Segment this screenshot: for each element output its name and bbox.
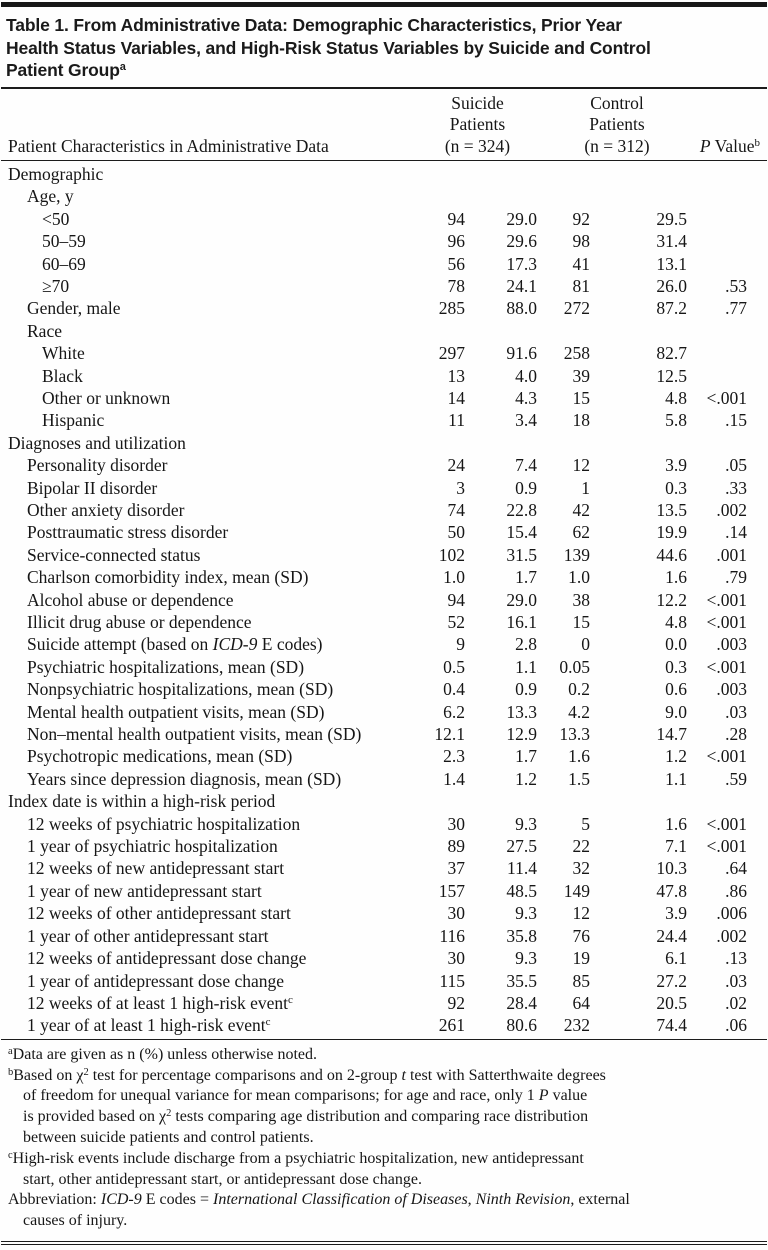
cell-suicide-pct: 4.3	[515, 387, 537, 408]
cell-suicide-n: 96	[447, 231, 465, 252]
cell-suicide-pct	[465, 320, 537, 342]
cell-p-value: .64	[725, 858, 747, 879]
table-row	[8, 208, 747, 230]
cell-suicide-pct	[465, 163, 537, 185]
cell-control-n: 5	[581, 813, 590, 834]
cell-control-pct: 19.9	[656, 522, 687, 543]
row-label: Suicide attempt (based on ICD-9 E codes)	[27, 634, 323, 655]
cell-suicide-pct: 1.2	[515, 768, 537, 789]
table-row	[8, 857, 747, 879]
cell-p-value: .59	[725, 768, 747, 789]
table-row	[8, 656, 747, 678]
cell-suicide-n: 94	[447, 208, 465, 229]
row-label: Psychotropic medications, mean (SD)	[27, 746, 293, 767]
cell-control-pct: 0.6	[665, 679, 687, 700]
cell-suicide-pct: 4.0	[515, 365, 537, 386]
cell-p-value: <.001	[706, 612, 747, 633]
cell-control-pct: 74.4	[656, 1015, 687, 1036]
row-label: 12 weeks of at least 1 high-risk event$^c$	[27, 992, 293, 1013]
cell-p-value: <.001	[706, 589, 747, 610]
cell-p-value	[687, 163, 747, 185]
table-row	[8, 701, 747, 723]
cell-suicide-pct: 27.5	[506, 836, 537, 857]
cell-control-pct	[590, 432, 687, 454]
cell-p-value	[687, 253, 747, 275]
cell-suicide-pct: 12.9	[506, 724, 537, 745]
table-row	[8, 499, 747, 521]
cell-control-pct	[590, 790, 687, 812]
row-footnote-marker: c	[287, 993, 293, 1006]
cell-suicide-n: 24	[447, 455, 465, 476]
cell-control-n: 0.05	[559, 656, 590, 677]
cell-suicide-n: 78	[447, 275, 465, 296]
row-label: Bipolar II disorder	[27, 477, 158, 498]
cell-control-pct: 29.5	[656, 208, 687, 229]
row-label: Alcohol abuse or dependence	[27, 589, 234, 610]
cell-suicide-n	[408, 790, 465, 812]
cell-control-n: 98	[572, 231, 590, 252]
cell-p-value: .03	[725, 970, 747, 991]
cell-p-value: .03	[725, 701, 747, 722]
cell-suicide-pct: 35.8	[506, 925, 537, 946]
cell-suicide-n: 56	[447, 253, 465, 274]
row-label: Other anxiety disorder	[27, 499, 185, 520]
cell-suicide-pct: 16.1	[506, 612, 537, 633]
table-row	[8, 544, 747, 566]
cell-suicide-pct: 29.6	[506, 231, 537, 252]
table-row	[8, 230, 747, 252]
section-header-row	[8, 790, 747, 812]
cell-control-pct: 0.3	[665, 656, 687, 677]
row-label: Demographic	[8, 163, 104, 184]
table-row	[8, 409, 747, 431]
cell-control-n	[537, 185, 590, 207]
row-label: Mental health outpatient visits, mean (SD)	[27, 701, 325, 722]
table-row	[8, 902, 747, 924]
cell-p-value	[687, 342, 747, 364]
cell-control-n: 81	[572, 275, 590, 296]
cell-suicide-pct	[465, 790, 537, 812]
row-label: Posttraumatic stress disorder	[27, 522, 229, 543]
bottom-rule	[1, 1241, 767, 1245]
cell-control-pct: 82.7	[656, 343, 687, 364]
cell-suicide-pct: 1.1	[515, 656, 537, 677]
table-row	[8, 297, 747, 319]
cell-control-n: 41	[572, 253, 590, 274]
row-label: Years since depression diagnosis, mean (SD)	[27, 768, 342, 789]
row-label: Gender, male	[27, 298, 121, 319]
cell-suicide-pct: 9.3	[515, 813, 537, 834]
cell-suicide-n	[408, 432, 465, 454]
footnotes	[0, 1040, 768, 1236]
cell-suicide-pct: 80.6	[506, 1015, 537, 1036]
row-label: 12 weeks of new antidepressant start	[27, 858, 285, 879]
p-value-footnote-marker: b	[754, 136, 760, 149]
footnote-line: of freedom for unequal variance for mean comparisons; for age and race, only 1 P value	[23, 1087, 588, 1105]
footnote-line: $^a$Data are given as n (%) unless otherwise noted.	[8, 1045, 318, 1063]
cell-suicide-pct: 7.4	[515, 455, 537, 476]
cell-suicide-n: 1.0	[443, 567, 465, 588]
table-row	[8, 947, 747, 969]
section-header-row	[8, 163, 747, 185]
cell-control-pct: 9.0	[665, 701, 687, 722]
cell-p-value: <.001	[706, 836, 747, 857]
title-line: Table 1. From Administrative Data: Demographic Characteristics, Prior Year	[6, 15, 622, 35]
cell-p-value: .77	[725, 298, 747, 319]
row-label: White	[42, 343, 85, 364]
row-label: 1 year of antidepressant dose change	[27, 970, 285, 991]
cell-control-pct: 0.3	[665, 477, 687, 498]
cell-p-value	[687, 230, 747, 252]
table-row	[8, 342, 747, 364]
cell-suicide-pct: 31.5	[506, 544, 537, 565]
cell-suicide-pct: 35.5	[506, 970, 537, 991]
cell-control-n: 232	[563, 1015, 590, 1036]
row-label: Race	[27, 320, 62, 341]
cell-suicide-n: 6.2	[443, 701, 465, 722]
p-value-column-header: P Value$^b$	[699, 135, 760, 156]
row-label: Non–mental health outpatient visits, mean (SD)	[27, 724, 362, 745]
cell-p-value: .15	[725, 410, 747, 431]
cell-suicide-n: 9	[456, 634, 465, 655]
footnote-line: causes of injury.	[23, 1212, 128, 1230]
cell-suicide-n: 0.5	[443, 656, 465, 677]
table-row	[8, 611, 747, 633]
cell-suicide-pct: 1.7	[515, 567, 537, 588]
cell-suicide-n: 50	[447, 522, 465, 543]
cell-control-pct: 1.1	[665, 768, 687, 789]
table-row	[8, 1014, 747, 1036]
row-footnote-marker: c	[265, 1016, 271, 1029]
row-label: 1 year of new antidepressant start	[27, 880, 262, 901]
row-label: 12 weeks of antidepressant dose change	[27, 948, 307, 969]
cell-control-n: 1.0	[568, 567, 590, 588]
cell-control-pct: 10.3	[656, 858, 687, 879]
cell-control-n: 22	[572, 836, 590, 857]
row-label: 50–59	[42, 231, 86, 252]
cell-control-n: 0.2	[568, 679, 590, 700]
cell-control-pct: 1.6	[665, 567, 687, 588]
footnote-line: $^c$High-risk events include discharge from a psychiatric hospitalization, new antidepressant	[8, 1149, 584, 1167]
row-label: Charlson comorbidity index, mean (SD)	[27, 567, 309, 588]
cell-control-pct: 14.7	[656, 724, 687, 745]
cell-p-value: .003	[716, 634, 747, 655]
title-line: Health Status Variables, and High-Risk Status Variables by Suicide and Control	[6, 37, 651, 58]
cell-suicide-n: 157	[438, 880, 465, 901]
row-label: Illicit drug abuse or dependence	[27, 612, 252, 633]
cell-suicide-n	[408, 163, 465, 185]
table-row	[8, 925, 747, 947]
cell-control-n	[537, 432, 590, 454]
cell-control-n: 85	[572, 970, 590, 991]
table-row	[8, 970, 747, 992]
cell-suicide-n: 37	[447, 858, 465, 879]
section-header-row	[8, 185, 747, 207]
cell-suicide-n: 0.4	[443, 679, 465, 700]
row-label: Psychiatric hospitalizations, mean (SD)	[27, 656, 305, 677]
cell-control-pct: 3.9	[665, 903, 687, 924]
row-label: Index date is within a high-risk period	[8, 791, 276, 812]
cell-control-pct: 24.4	[656, 925, 687, 946]
row-label: Diagnoses and utilization	[8, 432, 186, 453]
cell-control-n: 92	[572, 208, 590, 229]
row-label: Other or unknown	[42, 387, 171, 408]
section-header-row	[8, 432, 747, 454]
cell-suicide-n	[408, 185, 465, 207]
cell-suicide-pct: 17.3	[506, 253, 537, 274]
cell-control-n: 19	[572, 948, 590, 969]
cell-control-pct: 47.8	[656, 880, 687, 901]
cell-suicide-n: 92	[447, 992, 465, 1013]
row-label: Nonpsychiatric hospitalizations, mean (SD)	[27, 679, 334, 700]
cell-control-n: 4.2	[568, 701, 590, 722]
cell-control-pct: 26.0	[656, 275, 687, 296]
column-header-label: Patient Characteristics in Administrative Data	[8, 135, 329, 156]
cell-p-value: .28	[725, 724, 747, 745]
cell-control-pct: 1.6	[665, 813, 687, 834]
row-label: <50	[42, 208, 70, 229]
title-footnote-marker: a	[119, 61, 126, 73]
table-row	[8, 745, 747, 767]
row-label: Service-connected status	[27, 544, 201, 565]
footnote-line: start, other antidepressant start, or antidepressant dose change.	[23, 1170, 422, 1188]
cell-p-value	[687, 365, 747, 387]
row-label: Age, y	[27, 186, 74, 207]
cell-p-value: .02	[725, 992, 747, 1013]
cell-suicide-n: 89	[447, 836, 465, 857]
cell-suicide-n: 2.3	[443, 746, 465, 767]
cell-suicide-pct: 3.4	[515, 410, 537, 431]
table-row	[8, 678, 747, 700]
cell-suicide-n: 297	[438, 343, 465, 364]
cell-control-n: 42	[572, 499, 590, 520]
cell-control-pct: 13.5	[656, 499, 687, 520]
cell-p-value	[687, 208, 747, 230]
cell-suicide-pct: 28.4	[506, 992, 537, 1013]
cell-suicide-pct: 0.9	[515, 679, 537, 700]
cell-suicide-n: 102	[438, 544, 465, 565]
cell-suicide-n: 14	[447, 387, 465, 408]
table-row	[8, 633, 747, 655]
table-row	[8, 454, 747, 476]
cell-suicide-n: 30	[447, 903, 465, 924]
cell-control-n: 1.6	[568, 746, 590, 767]
cell-suicide-pct	[465, 432, 537, 454]
cell-control-pct: 13.1	[656, 253, 687, 274]
section-header-row	[8, 320, 747, 342]
footnote-line: Abbreviation: ICD-9 E codes = International Classification of Diseases, Ninth Revision, external	[8, 1191, 630, 1209]
table-row	[8, 566, 747, 588]
table-row	[8, 477, 747, 499]
cell-suicide-pct: 88.0	[506, 298, 537, 319]
cell-control-n: 39	[572, 365, 590, 386]
cell-control-n: 76	[572, 925, 590, 946]
cell-p-value: .002	[716, 925, 747, 946]
table-title	[0, 7, 768, 87]
cell-suicide-n: 261	[438, 1015, 465, 1036]
cell-control-n: 1.5	[568, 768, 590, 789]
cell-p-value: .33	[725, 477, 747, 498]
cell-control-n: 0	[581, 634, 590, 655]
cell-suicide-pct: 0.9	[515, 477, 537, 498]
cell-control-pct: 7.1	[665, 836, 687, 857]
cell-suicide-pct: 15.4	[506, 522, 537, 543]
row-label: ≥70	[42, 275, 70, 296]
cell-control-n: 272	[563, 298, 590, 319]
row-label: 12 weeks of psychiatric hospitalization	[27, 813, 301, 834]
cell-suicide-pct: 24.1	[506, 275, 537, 296]
cell-control-pct: 6.1	[665, 948, 687, 969]
cell-control-n: 15	[572, 612, 590, 633]
cell-p-value: .86	[725, 880, 747, 901]
table-row	[8, 992, 747, 1014]
cell-suicide-pct: 22.8	[506, 499, 537, 520]
cell-control-pct: 27.2	[656, 970, 687, 991]
cell-control-pct: 44.6	[656, 544, 687, 565]
footnote-line: $^b$Based on $\chi^2$ test for percentage comparisons and on 2-group t test with Satterthwaite degrees	[8, 1066, 606, 1084]
cell-suicide-pct	[465, 185, 537, 207]
cell-p-value: <.001	[706, 656, 747, 677]
cell-control-pct: 12.5	[656, 365, 687, 386]
suicide-patients-column-header: Suicide Patients (n = 324)	[444, 92, 511, 157]
cell-control-pct	[590, 320, 687, 342]
cell-control-n: 18	[572, 410, 590, 431]
cell-suicide-pct: 9.3	[515, 948, 537, 969]
table-row	[8, 275, 747, 297]
cell-control-pct: 12.2	[656, 589, 687, 610]
cell-suicide-n: 11	[448, 410, 465, 431]
cell-p-value: .13	[725, 948, 747, 969]
column-headers	[0, 89, 768, 160]
row-label: 12 weeks of other antidepressant start	[27, 903, 291, 924]
row-label: Personality disorder	[27, 455, 168, 476]
cell-control-n: 64	[572, 992, 590, 1013]
cell-control-pct: 4.8	[665, 387, 687, 408]
cell-suicide-n	[408, 320, 465, 342]
row-label: 1 year of at least 1 high-risk event$^c$	[27, 1015, 271, 1036]
cell-suicide-pct: 48.5	[506, 880, 537, 901]
table-1-figure	[0, 2, 768, 1245]
table-row	[8, 813, 747, 835]
cell-p-value: .14	[725, 522, 747, 543]
cell-control-n: 149	[563, 880, 590, 901]
cell-suicide-pct: 1.7	[515, 746, 537, 767]
cell-control-pct: 5.8	[665, 410, 687, 431]
cell-suicide-pct: 29.0	[506, 208, 537, 229]
cell-control-pct: 31.4	[656, 231, 687, 252]
table-row	[8, 589, 747, 611]
table-row	[8, 880, 747, 902]
cell-control-n: 12	[572, 903, 590, 924]
control-patients-column-header: Control Patients (n = 312)	[584, 92, 650, 157]
cell-p-value	[687, 790, 747, 812]
cell-control-n: 1	[581, 477, 590, 498]
cell-p-value: <.001	[706, 813, 747, 834]
cell-p-value: .002	[716, 499, 747, 520]
cell-control-pct: 1.2	[665, 746, 687, 767]
cell-suicide-n: 94	[447, 589, 465, 610]
cell-control-pct	[590, 185, 687, 207]
cell-suicide-n: 13	[447, 365, 465, 386]
cell-control-n: 38	[572, 589, 590, 610]
table-row	[8, 768, 747, 790]
cell-suicide-pct: 13.3	[506, 701, 537, 722]
cell-p-value	[687, 320, 747, 342]
cell-suicide-n: 52	[447, 612, 465, 633]
table-row	[8, 723, 747, 745]
title-line: Patient Group$^a$	[6, 60, 126, 80]
cell-suicide-pct: 29.0	[506, 589, 537, 610]
cell-control-n	[537, 790, 590, 812]
cell-p-value: <.001	[706, 746, 747, 767]
cell-control-pct: 0.0	[665, 634, 687, 655]
cell-suicide-pct: 9.3	[515, 903, 537, 924]
cell-p-value: .06	[725, 1015, 747, 1036]
cell-suicide-n: 30	[447, 948, 465, 969]
cell-suicide-pct: 91.6	[506, 343, 537, 364]
cell-p-value: .05	[725, 455, 747, 476]
cell-p-value: .79	[725, 567, 747, 588]
table-row	[8, 365, 747, 387]
cell-control-n	[537, 320, 590, 342]
table-row	[8, 835, 747, 857]
row-label: 1 year of other antidepressant start	[27, 925, 269, 946]
footnote-line: is provided based on $\chi^2$ tests comparing age distribution and comparing race distribution	[23, 1108, 589, 1126]
cell-control-pct: 3.9	[665, 455, 687, 476]
table-row	[8, 253, 747, 275]
table-body	[0, 161, 768, 1039]
cell-suicide-n: 12.1	[434, 724, 465, 745]
row-label: 1 year of psychiatric hospitalization	[27, 836, 278, 857]
cell-p-value	[687, 185, 747, 207]
cell-control-pct	[590, 163, 687, 185]
cell-p-value: .003	[716, 679, 747, 700]
footnote-line: between suicide patients and control patients.	[23, 1128, 314, 1146]
cell-control-n: 12	[572, 455, 590, 476]
cell-p-value: .006	[716, 903, 747, 924]
cell-suicide-n: 3	[456, 477, 465, 498]
cell-suicide-pct: 2.8	[515, 634, 537, 655]
cell-p-value: .53	[725, 275, 747, 296]
cell-suicide-n: 1.4	[443, 768, 465, 789]
cell-control-n: 13.3	[559, 724, 590, 745]
cell-control-n: 62	[572, 522, 590, 543]
cell-control-n: 32	[572, 858, 590, 879]
cell-control-n: 139	[563, 544, 590, 565]
cell-control-n	[537, 163, 590, 185]
cell-control-n: 15	[572, 387, 590, 408]
cell-suicide-pct: 11.4	[507, 858, 537, 879]
cell-p-value: .001	[716, 544, 747, 565]
table-row	[8, 521, 747, 543]
cell-p-value	[687, 432, 747, 454]
cell-control-n: 258	[563, 343, 590, 364]
cell-control-pct: 4.8	[665, 612, 687, 633]
cell-suicide-n: 116	[439, 925, 465, 946]
row-label: Black	[42, 365, 83, 386]
table-row	[8, 387, 747, 409]
row-label: 60–69	[42, 253, 86, 274]
row-label: Hispanic	[42, 410, 105, 431]
cell-suicide-n: 115	[439, 970, 465, 991]
cell-control-pct: 20.5	[656, 992, 687, 1013]
cell-suicide-n: 74	[447, 499, 465, 520]
cell-p-value: <.001	[706, 387, 747, 408]
cell-suicide-n: 285	[438, 298, 465, 319]
cell-control-pct: 87.2	[656, 298, 687, 319]
cell-suicide-n: 30	[447, 813, 465, 834]
